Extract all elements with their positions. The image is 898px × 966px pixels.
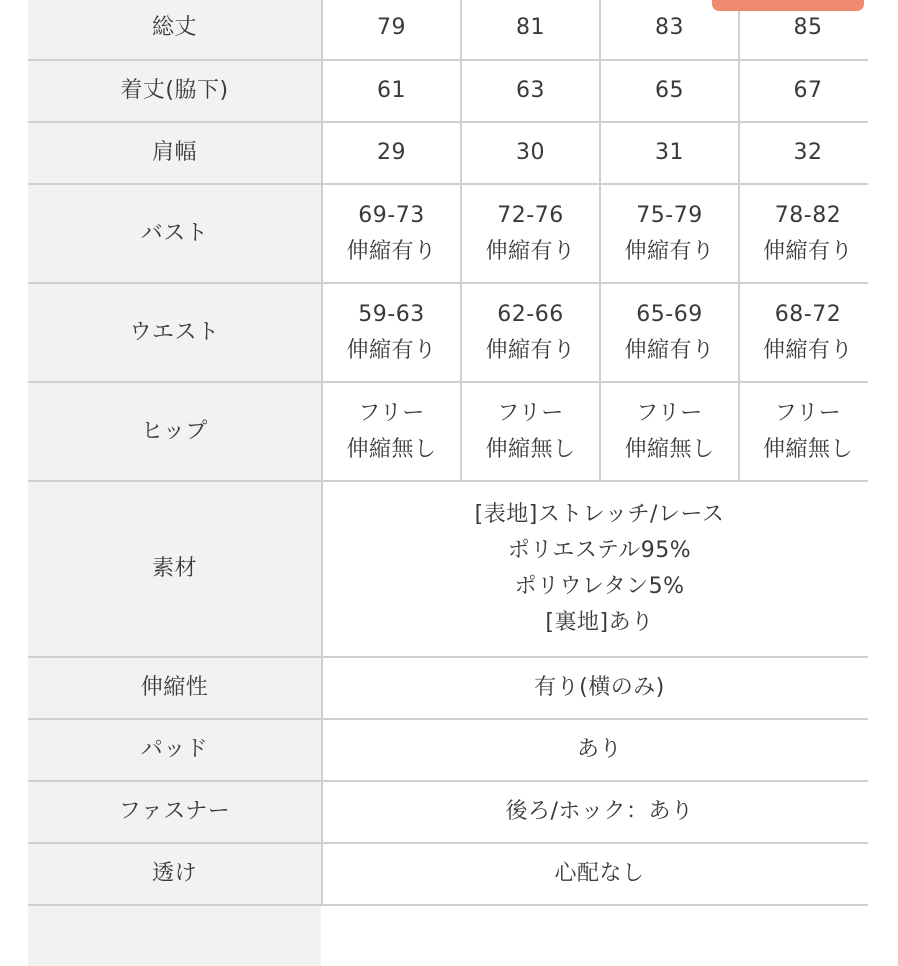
size-value-cell [601,284,738,381]
value-line: 81 [516,14,545,40]
value-line: 72-76 [497,202,564,228]
row-label [28,284,321,381]
value-line: フリー [636,400,703,426]
merged-value-cell [323,658,876,718]
row-label [28,844,321,904]
label-text: バスト [140,220,209,246]
value-line: 61 [377,78,406,103]
size-value-cell [601,185,738,282]
size-value-cell [323,0,460,59]
row-label [28,720,321,780]
size-table [28,0,868,906]
size-value-cell [601,383,738,480]
size-value-cell [323,383,460,480]
label-text: ウエスト [129,319,220,345]
size-value-cell [323,284,460,381]
row-label [28,123,321,183]
value-line: 75-79 [636,202,703,228]
material-line: [裏地]あり [545,610,654,635]
material-line: ポリエステル95% [507,538,692,563]
size-value-cell [462,284,599,381]
note-line: 伸縮無し [485,436,576,462]
size-value-cell [740,383,876,480]
value-line: 後ろ/ホック：あり [505,799,694,824]
value-line: 85 [793,14,823,40]
row-label [28,906,321,966]
label-text: 伸縮性 [140,675,209,700]
note-line: 伸縮有り [346,337,437,363]
size-value-cell [601,61,738,121]
value-line: 29 [377,140,406,165]
value-line: フリー [358,400,425,426]
value-line: 63 [516,78,545,103]
note-line: 伸縮無し [762,436,853,462]
size-value-cell [323,185,460,282]
value-line: 59-63 [358,301,425,327]
row-label [28,482,321,656]
value-line: フリー [774,400,842,426]
value-line: フリー [497,400,564,426]
material-line: [表地]ストレッチ/レース [474,502,725,527]
note-line: 伸縮有り [624,337,715,363]
size-value-cell [740,284,876,381]
size-value-cell [462,0,599,59]
merged-value-cell [323,482,876,656]
value-line: あり [576,737,622,762]
size-value-cell [462,185,599,282]
note-line: 伸縮有り [624,238,715,264]
row-label [28,185,321,282]
row-label [28,383,321,480]
value-line: 83 [655,14,684,40]
merged-value-cell [323,844,876,904]
note-line: 伸縮有り [762,238,853,264]
label-text: 肩幅 [151,140,197,165]
row-label [28,658,321,718]
highlight-mark [712,0,864,11]
label-text: パッド [140,737,209,762]
value-line: 有り(横のみ) [534,675,665,700]
value-line: 69-73 [358,202,425,228]
size-value-cell [323,61,460,121]
value-line: 30 [516,140,545,165]
note-line: 伸縮有り [762,337,853,363]
size-value-cell [462,61,599,121]
label-text: ファスナー [118,799,231,824]
row-label [28,782,321,842]
value-line: 68-72 [774,301,842,327]
size-value-cell [740,61,876,121]
value-line: 79 [377,14,406,40]
note-line: 伸縮有り [485,238,576,264]
size-value-cell [462,123,599,183]
size-value-cell [323,123,460,183]
note-line: 伸縮無し [624,436,715,462]
size-value-cell [740,123,876,183]
merged-value-cell [323,906,876,966]
row-label [28,61,321,121]
merged-value-cell [323,782,876,842]
note-line: 伸縮無し [346,436,437,462]
row-label [28,0,321,59]
size-value-cell [601,123,738,183]
value-line: 31 [655,140,684,165]
size-value-cell [740,185,876,282]
label-text: ヒップ [141,418,208,444]
material-line: ポリウレタン5% [514,574,685,599]
size-value-cell [462,383,599,480]
value-line: 62-66 [497,301,564,327]
merged-value-cell [323,720,876,780]
note-line: 伸縮有り [485,337,576,363]
value-line: 65 [655,78,684,103]
label-text: 透け [151,861,197,886]
value-line: 心配なし [554,861,645,886]
label-text: 総丈 [151,14,197,40]
label-text: 着丈(脇下) [120,78,229,103]
value-line: 67 [793,78,823,103]
value-line: 32 [793,140,823,165]
value-line: 65-69 [636,301,703,327]
value-line: 78-82 [774,202,842,228]
label-text: 素材 [151,556,197,581]
note-line: 伸縮有り [346,238,437,264]
